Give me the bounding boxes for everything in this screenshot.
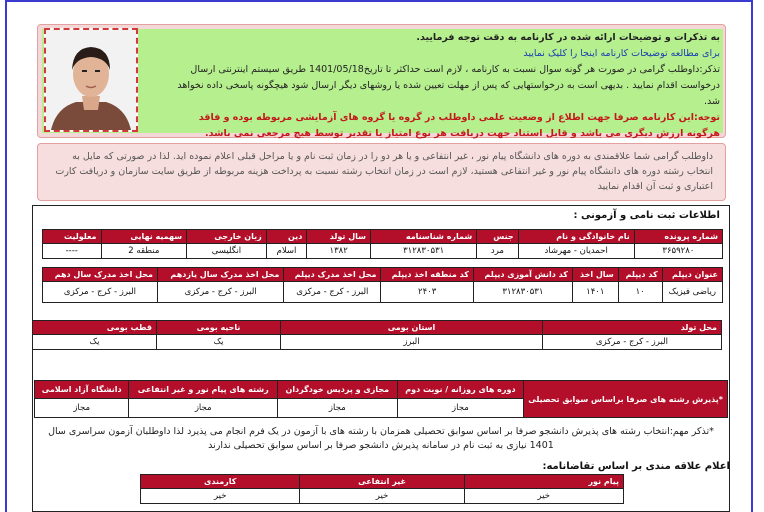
table-cell: ۳۱۲۸۳۰۵۳۱ bbox=[371, 244, 477, 259]
table-header: زبان خارجی bbox=[187, 230, 267, 244]
table-header: قطب بومی bbox=[33, 321, 157, 335]
notice-text bbox=[170, 30, 720, 142]
notice-line-4: توجه:این کارنامه صرفا جهت اطلاع از وضعیت علمی داوطلب در گروه یا گروه های آزمایشی مربوطه بوده و فاقد هرگونه ارزش دیگری می باشد و قابل استناد جهت دریافت هر نوع امتیاز یا تقدیر توسط هیچ مرجعی نمی باشد. bbox=[198, 112, 720, 139]
preferences-title: اعلام علاقه مندی بر اساس تقاضانامه: bbox=[542, 461, 730, 472]
table-cell: ۳۶۵۹۲۸۰ bbox=[634, 244, 722, 259]
table-cell: خیر bbox=[464, 489, 623, 504]
table-cell: ۱۳۸۲ bbox=[307, 244, 371, 259]
table-header: کارمندی bbox=[141, 475, 300, 489]
table-row bbox=[43, 282, 723, 303]
table-header: عنوان دیپلم bbox=[662, 268, 722, 282]
table-cell: مجاز bbox=[278, 398, 398, 417]
table-header: محل اخذ مدرک دیپلم bbox=[284, 268, 381, 282]
explanations-link[interactable]: برای مطالعه توضیحات کارنامه اینجا را کلیک نمایید bbox=[523, 48, 720, 59]
table-header: مجازی و پردیس خودگردان bbox=[278, 381, 398, 399]
table-cell: البرز - کرج - مرکزی bbox=[284, 282, 381, 303]
table-header: سال اخذ bbox=[572, 268, 618, 282]
warning-box: داوطلب گرامی شما علاقمندی به دوره های دانشگاه پیام نور ، غیر انتفاعی و یا هر دو را در زمان ثبت نام و یا مراحل قبلی اعلام نموده اید. لذا در صورتی که مایل به انتخاب رشته دوره های دانشگاه پیام نور و غیر انتفاعی هستید، لازم است در زمان انتخاب رشته نسبت به پرداخت هزینه مربوطه از طریق سایت سازمان و دریافت کارت اعتباری و ثبت آن اقدام نمایید bbox=[37, 143, 726, 201]
table-cell: مجاز bbox=[397, 398, 524, 417]
table-header: استان بومی bbox=[281, 321, 543, 335]
table-header: پیام نور bbox=[464, 475, 623, 489]
table-header: دین bbox=[266, 230, 307, 244]
table-header: دوره های روزانه / نوبت دوم bbox=[397, 381, 524, 399]
table-cell: یک bbox=[33, 335, 157, 350]
table-header: غیر انتفاعی bbox=[300, 475, 464, 489]
table-cell: یک bbox=[157, 335, 281, 350]
table-header: کد منطقه اخذ دیپلم bbox=[381, 268, 473, 282]
table-cell: البرز bbox=[281, 335, 543, 350]
table-cell: ریاضی فیزیک bbox=[662, 282, 722, 303]
table-cell: خیر bbox=[300, 489, 464, 504]
table-header: سهمیه نهایی bbox=[101, 230, 187, 244]
table-header: دانشگاه آزاد اسلامی bbox=[35, 381, 129, 399]
table-header: محل اخذ مدرک سال دهم bbox=[43, 268, 158, 282]
table-cell: خیر bbox=[141, 489, 300, 504]
applicant-photo bbox=[44, 28, 138, 132]
table-cell: ۳۱۲۸۳۰۵۳۱ bbox=[473, 282, 572, 303]
table-header: محل اخذ مدرک سال یازدهم bbox=[157, 268, 283, 282]
table-cell: البرز - کرج - مرکزی bbox=[157, 282, 283, 303]
table-cell: ۱۴۰۱ bbox=[572, 282, 618, 303]
table-header: کد دانش آموزی دیپلم bbox=[473, 268, 572, 282]
table-row bbox=[141, 489, 624, 504]
notice-line-1: به تذکرات و توضیحات ارائه شده در کارنامه به دقت توجه فرمایید. bbox=[416, 32, 720, 43]
table-cell: مجاز bbox=[35, 398, 129, 417]
table-cell: مجاز bbox=[129, 398, 278, 417]
table-cell: مرد bbox=[477, 244, 518, 259]
important-note: *تذکر مهم:انتخاب رشته های پذیرش دانشجو صرفا بر اساس سوابق تحصیلی همزمان با رشته های با آزمون در یک فرم انجام می پذیرد لذا داوطلبان آزمون سراسری سال 1401 نیازی به ثبت نام در سامانه پذیرش دانشجو صرفا بر اساس سوابق تحصیلی ندارند bbox=[48, 426, 714, 451]
table-header: جنس bbox=[477, 230, 518, 244]
table-header: محل تولد bbox=[542, 321, 721, 335]
table-header: نام خانوادگی و نام bbox=[518, 230, 634, 244]
admission-side-label: *پذیرش رشته های صرفا براساس سوابق تحصیلی bbox=[524, 381, 728, 418]
table-cell: منطقه 2 bbox=[101, 244, 187, 259]
table-cell: ---- bbox=[43, 244, 102, 259]
table-cell: ۲۴۰۳ bbox=[381, 282, 473, 303]
table-cell: البرز - کرج - مرکزی bbox=[43, 282, 158, 303]
table-header: کد دیپلم bbox=[618, 268, 662, 282]
preferences-table bbox=[140, 474, 624, 504]
table-header: شماره پرونده bbox=[634, 230, 722, 244]
table-cell: انگلیسی bbox=[187, 244, 267, 259]
table-header: رشته های پیام نور و غیر انتفاعی bbox=[129, 381, 278, 399]
table-row bbox=[33, 335, 722, 350]
admission-table bbox=[34, 380, 728, 418]
diploma-info-table bbox=[42, 267, 723, 303]
table-header: معلولیت bbox=[43, 230, 102, 244]
table-cell: ۱۰ bbox=[618, 282, 662, 303]
table-header: شماره شناسنامه bbox=[371, 230, 477, 244]
table-cell: البرز - کرج - مرکزی bbox=[542, 335, 721, 350]
table-row bbox=[43, 244, 723, 259]
table-cell: احمدیان - مهرشاد bbox=[518, 244, 634, 259]
table-cell: اسلام bbox=[266, 244, 307, 259]
notice-line-3: تذکر:داوطلب گرامی در صورت هر گونه سوال نسبت به کارنامه ، لازم است حداکثر تا تاریخ1401/05/18 طریق سیستم اینترنتی ارسال درخواست اقدام نمایید . بدیهی است به درخواستهایی که پس از مهلت تعیین شده یا روشهای دیگر ارسال شود هیچگونه پاسخی داده نخواهد شد. bbox=[177, 64, 720, 107]
table-header: سال تولد bbox=[307, 230, 371, 244]
native-info-table bbox=[32, 320, 722, 350]
table-header: ناحیه بومی bbox=[157, 321, 281, 335]
section-title: اطلاعات ثبت نامی و آزمونی : bbox=[573, 210, 720, 221]
personal-info-table bbox=[42, 229, 723, 259]
